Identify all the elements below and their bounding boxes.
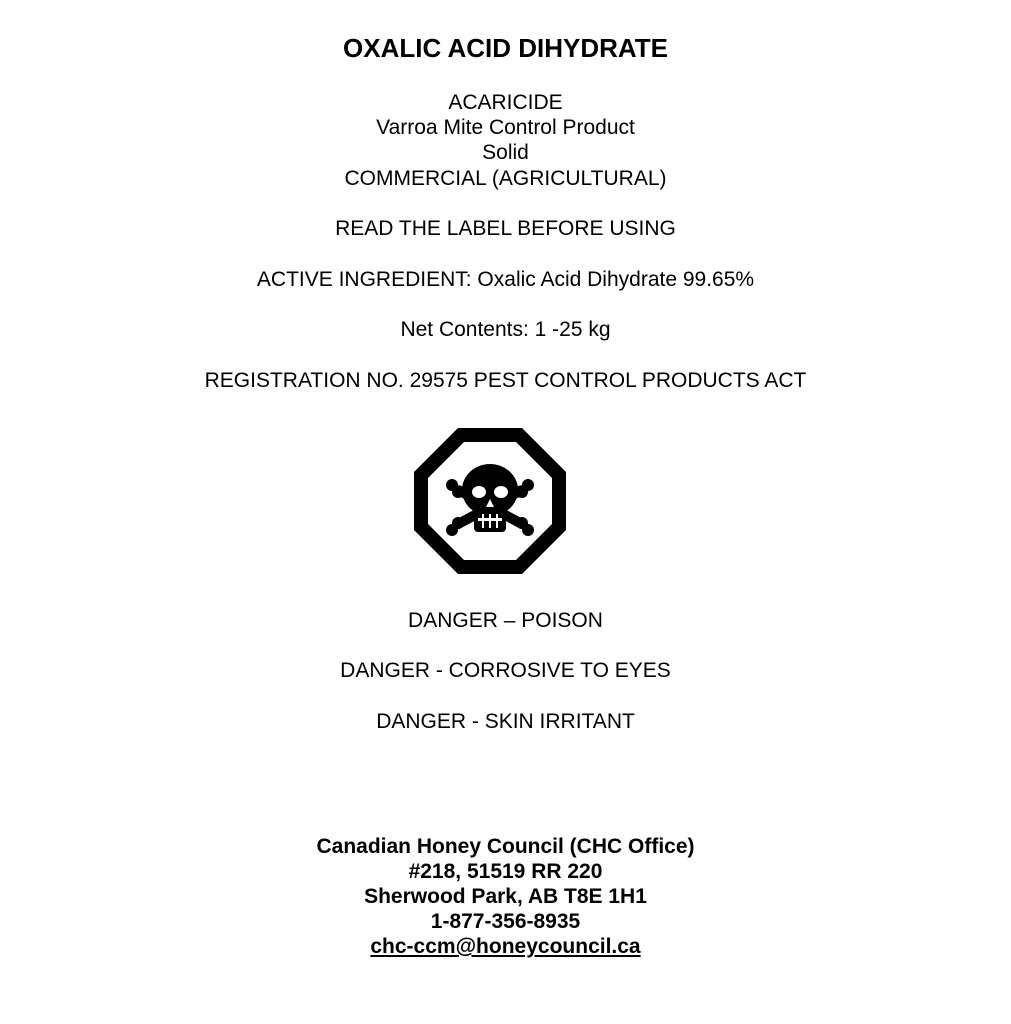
phone-number: 1-877-356-8935 [430,910,581,933]
warning-poison: DANGER – POISON [408,609,603,632]
warning-corrosive: DANGER - CORROSIVE TO EYES [340,659,671,682]
email-link[interactable]: chc-ccm@honeycouncil.ca [370,935,641,958]
warning-skin-irritant: DANGER - SKIN IRRITANT [376,710,635,733]
product-class: ACARICIDE [448,91,563,114]
organization-name: Canadian Honey Council (CHC Office) [316,835,695,858]
net-contents: Net Contents: 1 -25 kg [400,318,611,341]
address-line-1: #218, 51519 RR 220 [408,860,603,883]
product-type: Varroa Mite Control Product [376,116,635,139]
address-line-2: Sherwood Park, AB T8E 1H1 [364,885,647,908]
registration-number: REGISTRATION NO. 29575 PEST CONTROL PRODUCTS ACT [204,369,807,392]
formulation: Solid [482,141,529,164]
read-label-notice: READ THE LABEL BEFORE USING [335,217,676,240]
skull-and-crossbones-icon [412,426,568,576]
use-class: COMMERCIAL (AGRICULTURAL) [344,167,667,190]
email-line [0,934,1011,959]
product-title: OXALIC ACID DIHYDRATE [343,33,668,63]
active-ingredient: ACTIVE INGREDIENT: Oxalic Acid Dihydrate 99.65% [256,268,755,291]
